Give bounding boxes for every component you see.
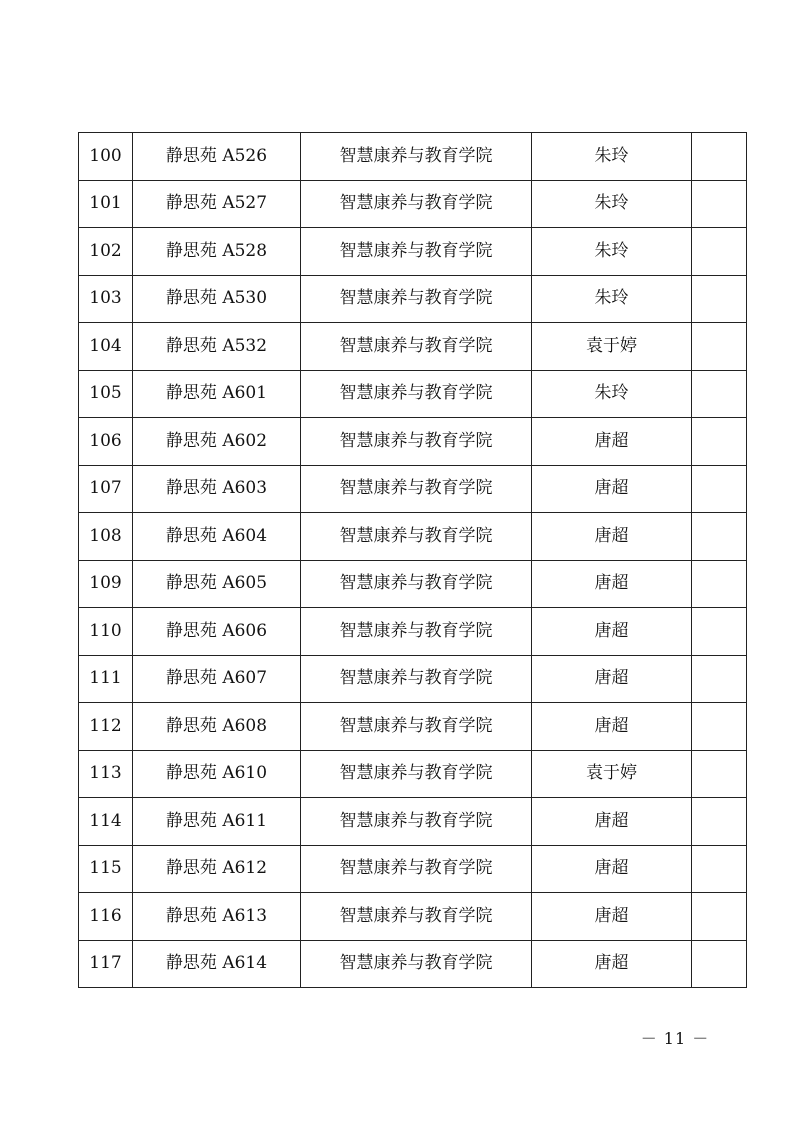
cell-number: 102 xyxy=(79,228,133,276)
cell-college: 智慧康养与教育学院 xyxy=(301,940,532,988)
cell-room: 静思苑 A612 xyxy=(133,845,301,893)
cell-college: 智慧康养与教育学院 xyxy=(301,133,532,181)
table-row xyxy=(79,180,747,228)
cell-college: 智慧康养与教育学院 xyxy=(301,513,532,561)
cell-room: 静思苑 A606 xyxy=(133,608,301,656)
cell-person: 唐超 xyxy=(532,798,692,846)
dormitory-table xyxy=(78,132,747,988)
cell-room: 静思苑 A527 xyxy=(133,180,301,228)
cell-note xyxy=(692,750,747,798)
table-row xyxy=(79,845,747,893)
cell-note xyxy=(692,275,747,323)
table-row xyxy=(79,275,747,323)
cell-note xyxy=(692,940,747,988)
cell-college: 智慧康养与教育学院 xyxy=(301,180,532,228)
table-row xyxy=(79,655,747,703)
cell-person: 朱玲 xyxy=(532,275,692,323)
cell-room: 静思苑 A610 xyxy=(133,750,301,798)
cell-person: 唐超 xyxy=(532,513,692,561)
cell-number: 117 xyxy=(79,940,133,988)
cell-number: 109 xyxy=(79,560,133,608)
cell-person: 朱玲 xyxy=(532,228,692,276)
cell-note xyxy=(692,560,747,608)
page-number: － 11 － xyxy=(640,1029,710,1048)
cell-college: 智慧康养与教育学院 xyxy=(301,798,532,846)
cell-room: 静思苑 A532 xyxy=(133,323,301,371)
table-row xyxy=(79,228,747,276)
cell-note xyxy=(692,798,747,846)
cell-person: 唐超 xyxy=(532,418,692,466)
cell-room: 静思苑 A607 xyxy=(133,655,301,703)
cell-note xyxy=(692,608,747,656)
cell-college: 智慧康养与教育学院 xyxy=(301,465,532,513)
cell-note xyxy=(692,323,747,371)
cell-person: 唐超 xyxy=(532,655,692,703)
table-row xyxy=(79,513,747,561)
cell-room: 静思苑 A526 xyxy=(133,133,301,181)
cell-person: 唐超 xyxy=(532,703,692,751)
cell-note xyxy=(692,418,747,466)
cell-person: 朱玲 xyxy=(532,370,692,418)
cell-college: 智慧康养与教育学院 xyxy=(301,228,532,276)
cell-number: 111 xyxy=(79,655,133,703)
cell-college: 智慧康养与教育学院 xyxy=(301,560,532,608)
cell-college: 智慧康养与教育学院 xyxy=(301,418,532,466)
cell-person: 朱玲 xyxy=(532,133,692,181)
cell-person: 唐超 xyxy=(532,560,692,608)
cell-person: 唐超 xyxy=(532,893,692,941)
cell-note xyxy=(692,513,747,561)
cell-room: 静思苑 A602 xyxy=(133,418,301,466)
cell-person: 唐超 xyxy=(532,465,692,513)
cell-room: 静思苑 A528 xyxy=(133,228,301,276)
cell-number: 100 xyxy=(79,133,133,181)
cell-college: 智慧康养与教育学院 xyxy=(301,703,532,751)
cell-note xyxy=(692,465,747,513)
cell-number: 107 xyxy=(79,465,133,513)
cell-college: 智慧康养与教育学院 xyxy=(301,845,532,893)
cell-college: 智慧康养与教育学院 xyxy=(301,323,532,371)
table-row xyxy=(79,940,747,988)
cell-college: 智慧康养与教育学院 xyxy=(301,655,532,703)
cell-note xyxy=(692,370,747,418)
cell-number: 116 xyxy=(79,893,133,941)
cell-college: 智慧康养与教育学院 xyxy=(301,370,532,418)
table-row xyxy=(79,893,747,941)
cell-number: 110 xyxy=(79,608,133,656)
table-row xyxy=(79,608,747,656)
cell-room: 静思苑 A613 xyxy=(133,893,301,941)
cell-room: 静思苑 A614 xyxy=(133,940,301,988)
table-row xyxy=(79,465,747,513)
cell-room: 静思苑 A605 xyxy=(133,560,301,608)
table-row xyxy=(79,798,747,846)
table-row xyxy=(79,418,747,466)
cell-person: 袁于婷 xyxy=(532,323,692,371)
cell-note xyxy=(692,703,747,751)
cell-number: 108 xyxy=(79,513,133,561)
cell-number: 114 xyxy=(79,798,133,846)
cell-number: 105 xyxy=(79,370,133,418)
cell-college: 智慧康养与教育学院 xyxy=(301,893,532,941)
table-row xyxy=(79,323,747,371)
cell-number: 113 xyxy=(79,750,133,798)
cell-note xyxy=(692,893,747,941)
table-row xyxy=(79,370,747,418)
cell-number: 104 xyxy=(79,323,133,371)
cell-room: 静思苑 A601 xyxy=(133,370,301,418)
cell-number: 101 xyxy=(79,180,133,228)
cell-note xyxy=(692,180,747,228)
cell-number: 115 xyxy=(79,845,133,893)
table-row xyxy=(79,133,747,181)
cell-note xyxy=(692,228,747,276)
cell-note xyxy=(692,845,747,893)
cell-person: 朱玲 xyxy=(532,180,692,228)
table-row xyxy=(79,703,747,751)
cell-person: 袁于婷 xyxy=(532,750,692,798)
cell-room: 静思苑 A604 xyxy=(133,513,301,561)
cell-note xyxy=(692,655,747,703)
cell-room: 静思苑 A530 xyxy=(133,275,301,323)
table-row xyxy=(79,750,747,798)
cell-number: 103 xyxy=(79,275,133,323)
cell-person: 唐超 xyxy=(532,608,692,656)
cell-room: 静思苑 A608 xyxy=(133,703,301,751)
cell-college: 智慧康养与教育学院 xyxy=(301,750,532,798)
cell-room: 静思苑 A603 xyxy=(133,465,301,513)
cell-number: 112 xyxy=(79,703,133,751)
cell-college: 智慧康养与教育学院 xyxy=(301,275,532,323)
cell-room: 静思苑 A611 xyxy=(133,798,301,846)
cell-person: 唐超 xyxy=(532,940,692,988)
cell-college: 智慧康养与教育学院 xyxy=(301,608,532,656)
cell-note xyxy=(692,133,747,181)
dormitory-table-body xyxy=(79,133,747,988)
cell-person: 唐超 xyxy=(532,845,692,893)
cell-number: 106 xyxy=(79,418,133,466)
table-row xyxy=(79,560,747,608)
